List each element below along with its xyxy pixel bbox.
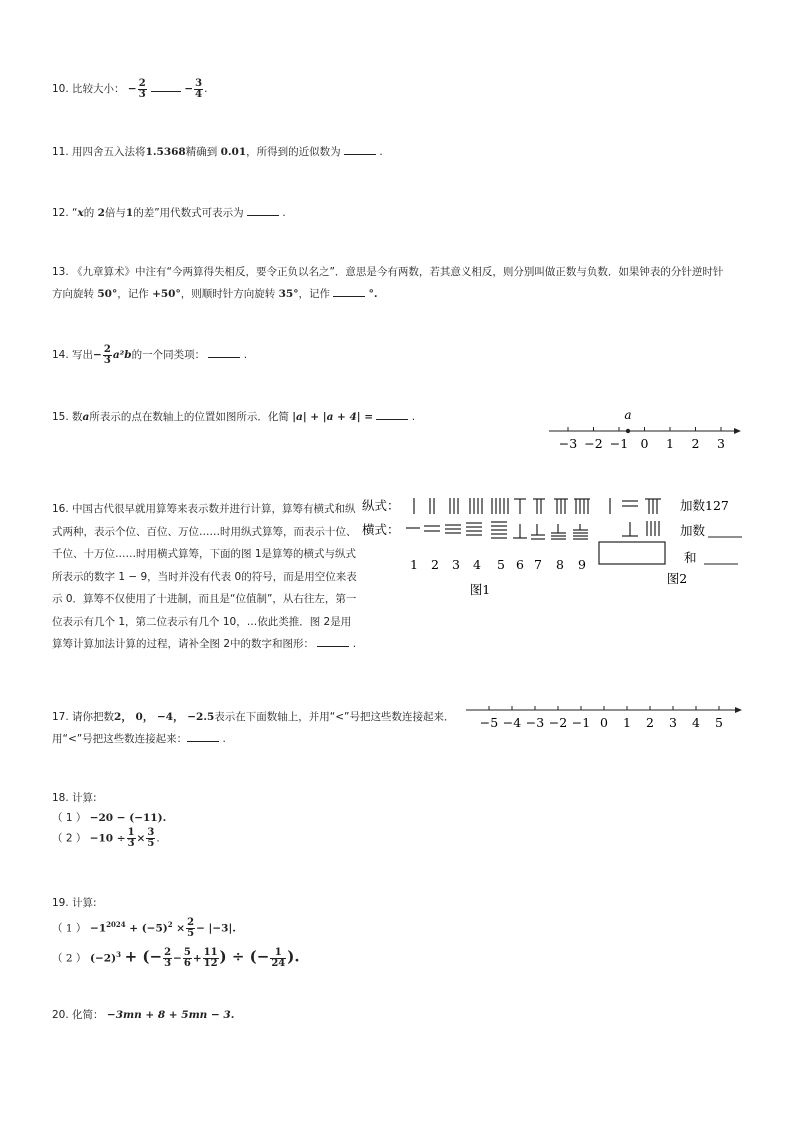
axis-tick-label: 0	[640, 436, 649, 451]
angle: 35°	[278, 288, 299, 300]
value: 1.5368	[145, 146, 186, 158]
minus-sign: −	[173, 952, 182, 964]
question-text: 17. 请你把数	[52, 711, 115, 723]
question-text: 14. 写出	[52, 349, 94, 361]
number: 2	[97, 207, 105, 219]
digit-label: 4	[473, 557, 481, 572]
period: .	[282, 207, 286, 219]
digit-label: 2	[431, 557, 439, 572]
plus-sign: +	[192, 952, 202, 964]
axis-tick-label: −1	[609, 436, 629, 451]
expression: (−2)	[90, 952, 117, 964]
addend1-label: 加数127	[680, 498, 729, 513]
question-number: 10.	[52, 83, 69, 95]
number: 1	[125, 207, 134, 219]
numbers: 2， 0， −4， −2.5	[114, 711, 215, 723]
part-label: （ 2 ）	[52, 832, 87, 845]
times-sign: ×	[136, 832, 146, 845]
figure2-rods	[599, 498, 665, 564]
horizontal-label: 横式：	[362, 522, 400, 537]
period: .	[379, 146, 383, 158]
fraction-2-3: $\frac{2}{3}$	[138, 77, 146, 100]
digit-label: 5	[497, 557, 505, 572]
expression: + (−	[124, 947, 163, 965]
axis-tick-label: 1	[666, 436, 674, 451]
exponent: 2024	[106, 920, 126, 929]
exponent: 2	[167, 920, 173, 929]
digit-label: 9	[578, 557, 586, 572]
text: 方向旋转	[52, 288, 94, 300]
axis-tick-label: 2	[691, 436, 700, 451]
question-14	[52, 344, 247, 366]
part-label: （ 1 ）	[52, 922, 87, 935]
digit-label: 6	[516, 557, 524, 572]
axis-tick-label: 1	[623, 715, 631, 730]
horizontal-rods	[406, 522, 588, 539]
question-text: 倍与	[104, 207, 126, 219]
period: .	[204, 83, 208, 95]
question-text: 的差”用代数式可表示为	[133, 207, 244, 219]
fraction-5-6: $\frac{5}{6}$	[183, 946, 191, 969]
axis-tick-label: 2	[646, 715, 654, 730]
digit-label: 8	[556, 557, 564, 572]
variable: x	[77, 207, 84, 219]
question-text: 12. “	[52, 207, 78, 219]
fraction-3-4: $\frac{3}{4}$	[195, 77, 203, 100]
question-16	[52, 498, 358, 656]
answer-blank[interactable]	[208, 345, 240, 358]
answer-blank[interactable]	[187, 729, 219, 742]
digit-label: 3	[452, 557, 460, 572]
minus-sign: −	[93, 349, 102, 361]
text: ，记作	[298, 288, 330, 300]
vertical-label: 纵式：	[362, 498, 400, 513]
question-15	[52, 406, 415, 428]
vertical-rods	[414, 498, 590, 514]
answer-blank[interactable]	[317, 634, 349, 647]
degree-sign: °.	[368, 288, 378, 300]
angle: 50°	[97, 288, 118, 300]
question-12	[52, 202, 286, 224]
period: .	[352, 638, 357, 650]
period: .	[222, 733, 226, 745]
variable: a	[82, 411, 90, 423]
axis-tick-label: 3	[669, 715, 677, 730]
question-11	[52, 141, 383, 163]
question-text: 精确到	[185, 146, 218, 158]
period: .	[243, 349, 248, 361]
answer-blank[interactable]	[344, 142, 376, 155]
sum-label: 和	[684, 550, 697, 565]
question-text: 表示在下面数轴上，并用“<”号把这些数连接起来．	[214, 711, 455, 723]
fraction-3-5: $\frac{3}{5}$	[147, 827, 155, 849]
question-13	[52, 261, 723, 305]
question-text: 11. 用四舍五入法将	[52, 146, 146, 158]
text: ，则顺时针方向旋转	[180, 288, 276, 300]
answer-blank[interactable]	[376, 407, 408, 420]
answer-blank[interactable]	[247, 203, 279, 216]
expression: −3mn + 8 + 5mn − 3.	[106, 1009, 235, 1021]
point-a-label: a	[624, 408, 632, 422]
fraction-2-3: $\frac{2}{3}$	[103, 343, 111, 366]
expression: |a| + |a + 4| =	[292, 411, 374, 423]
digit-label: 1	[410, 557, 418, 572]
question-17	[52, 706, 454, 750]
expression: + (−5)	[129, 922, 168, 935]
fraction-1-3: $\frac{1}{3}$	[127, 827, 135, 849]
question-text: 的	[83, 207, 95, 219]
text: ，记作	[117, 288, 149, 300]
axis-tick-label: 4	[692, 715, 700, 730]
question-20	[52, 1004, 234, 1026]
question-text: 比较大小：	[72, 83, 125, 95]
part-label: （ 1 ）	[52, 812, 87, 824]
point-a	[626, 429, 630, 433]
expression: −10 ÷	[89, 832, 126, 845]
question-text: ，所得到的近似数为	[246, 146, 341, 158]
question-text: 13. 《九章算术》中注有“今两算得失相反，要令正负以名之”．意思是今有两数，若其意义相反，则分别叫做正数与负数．如果钟表的分针逆时针	[52, 266, 724, 278]
angle: +50°	[152, 288, 181, 300]
period: .	[411, 411, 416, 423]
question-text: 16. 中国古代很早就用算筹来表示数并进行计算，算筹有横式和纵式两种，表示个位、百位、万位……时用纵式算筹，而表示十位、千位、十万位……时用横式算筹，下面的图 1是算筹的横式与纵式所表示的数字 1 − 9，当时并没有代表 0的符号，而是用空位来表示 0．算筹不仅使用了十进制，而且是“位值制”，从右往左，第一位表示有几个 1，第二位表示有几个 10，…依此类推．图 2是用算筹计算加法计算的过程，请补全图 2中的数字和图形：	[52, 503, 357, 650]
question-text: 15. 数	[52, 411, 83, 423]
axis-tick-label: −5	[479, 715, 499, 730]
axis-tick-label: −1	[571, 715, 591, 730]
number-line-q17	[462, 696, 747, 736]
question-title: 19. 计算:	[52, 897, 97, 909]
period: .	[156, 832, 160, 845]
axis-tick-label: 3	[717, 436, 725, 451]
expression: −20 − (−11).	[89, 812, 167, 824]
fraction-2-3: $\frac{2}{3}$	[164, 946, 172, 969]
expression: −1	[90, 922, 107, 935]
axis-tick-label: 0	[600, 715, 608, 730]
question-text-line2	[52, 283, 723, 305]
addend2-label: 加数	[680, 523, 706, 538]
minus-sign: −	[127, 83, 137, 95]
digit-labels	[410, 557, 586, 572]
fraction-1-24: $\frac{1}{24}$	[271, 946, 286, 969]
minus-sign: −	[184, 83, 194, 95]
digit-label: 7	[534, 557, 542, 572]
fraction-11-12: $\frac{11}{12}$	[203, 946, 218, 969]
answer-blank[interactable]	[151, 79, 181, 92]
expression: − |−3|.	[196, 922, 236, 935]
question-text: 的一个同类项：	[131, 349, 206, 361]
precision: 0.01	[220, 146, 247, 158]
question-18	[52, 788, 166, 849]
axis-tick-label: 5	[715, 715, 723, 730]
times-sign: ×	[176, 922, 186, 935]
axis-tick-label: −3	[558, 436, 578, 451]
axis-tick-label: −2	[548, 715, 568, 730]
figure2-caption: 图2	[666, 571, 688, 586]
number-line-q15	[545, 405, 745, 453]
answer-blank[interactable]	[333, 284, 365, 297]
expression: ).	[287, 947, 300, 965]
question-text: 20. 化简：	[52, 1009, 104, 1021]
axis-tick-label: −2	[584, 436, 603, 451]
question-title: 18. 计算:	[52, 792, 97, 804]
figure1-caption: 图1	[469, 582, 491, 597]
question-10	[52, 78, 207, 100]
question-text: 用“<”号把这些数连接起来：	[52, 733, 188, 745]
axis-tick-label: −3	[525, 715, 545, 730]
expression: ) ÷ (−	[219, 947, 270, 965]
question-text: 所表示的点在数轴上的位置如图所示．化简	[89, 411, 289, 423]
counting-rods-figure	[360, 492, 760, 602]
question-19	[52, 892, 300, 969]
term: a²b	[112, 349, 132, 361]
fraction-2-5: $\frac{2}{5}$	[187, 917, 195, 939]
axis-tick-label: −4	[502, 715, 522, 730]
exponent: 3	[116, 949, 121, 959]
part-label: （ 2 ）	[52, 952, 87, 964]
